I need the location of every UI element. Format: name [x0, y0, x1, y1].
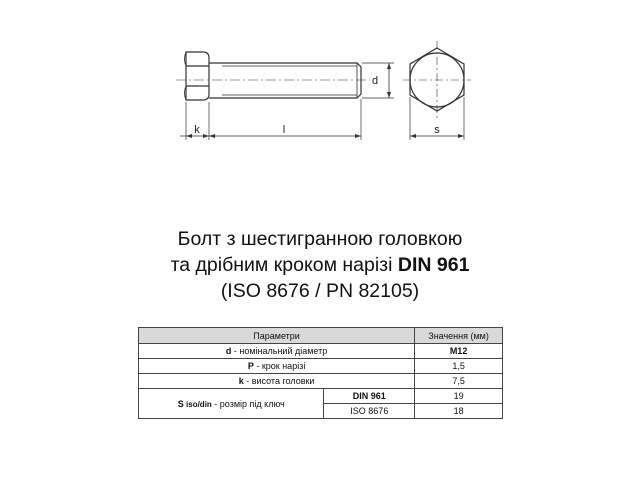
title-line-3: (ISO 8676 / PN 82105)	[220, 280, 420, 302]
dim-label-k: k	[194, 124, 200, 136]
param-s-desc: - розмір під ключ	[211, 398, 285, 409]
table-row	[139, 359, 503, 374]
title-line-2-text: та дрібним кроком нарізі	[170, 254, 398, 276]
table-row	[139, 374, 503, 389]
arrow-l-left	[209, 134, 215, 138]
title-standard: DIN 961	[397, 254, 470, 276]
value-p: 1,5	[415, 359, 503, 374]
title-line-1: Болт з шестигранною головкою	[177, 228, 463, 250]
std-din: DIN 961	[324, 389, 415, 404]
value-s-iso: 18	[415, 404, 503, 419]
arrow-k-right	[203, 134, 209, 138]
arrow-l-right	[355, 134, 361, 138]
header-values: Значення (мм)	[415, 328, 503, 344]
param-s	[139, 389, 324, 419]
title-line-2	[0, 252, 640, 278]
dim-label-s: s	[434, 124, 440, 136]
param-d	[139, 344, 415, 359]
param-p-symbol: P	[247, 361, 254, 371]
value-d: M12	[415, 344, 503, 359]
arrow-s-right	[458, 134, 464, 138]
param-d-desc: - номінальний діаметр	[231, 346, 328, 356]
param-d-symbol: d	[225, 346, 232, 356]
bolt-head-side	[186, 52, 209, 100]
arrow-k-left	[186, 134, 192, 138]
dim-label-l: l	[282, 124, 286, 136]
param-k-symbol: k	[238, 376, 244, 386]
std-iso: ISO 8676	[324, 404, 415, 419]
param-k-desc: - висота головки	[243, 376, 315, 386]
param-s-sub: iso/din	[183, 399, 212, 409]
table-header-row	[139, 328, 503, 344]
bolt-technical-drawing	[0, 0, 640, 160]
header-params: Параметри	[139, 328, 415, 344]
arrow-d-top	[387, 63, 391, 69]
table-row	[139, 344, 503, 359]
table-row	[139, 389, 503, 404]
spec-table	[138, 327, 503, 419]
value-s-din: 19	[415, 389, 503, 404]
dim-label-d: d	[371, 75, 379, 87]
param-p-desc: - крок нарізі	[253, 361, 306, 371]
value-k: 7,5	[415, 374, 503, 389]
param-s-symbol: S	[177, 398, 184, 409]
param-p	[139, 359, 415, 374]
bolt-shank	[209, 63, 361, 98]
param-k	[139, 374, 415, 389]
product-title	[0, 226, 640, 304]
arrow-d-bottom	[387, 92, 391, 98]
arrow-s-left	[410, 134, 416, 138]
